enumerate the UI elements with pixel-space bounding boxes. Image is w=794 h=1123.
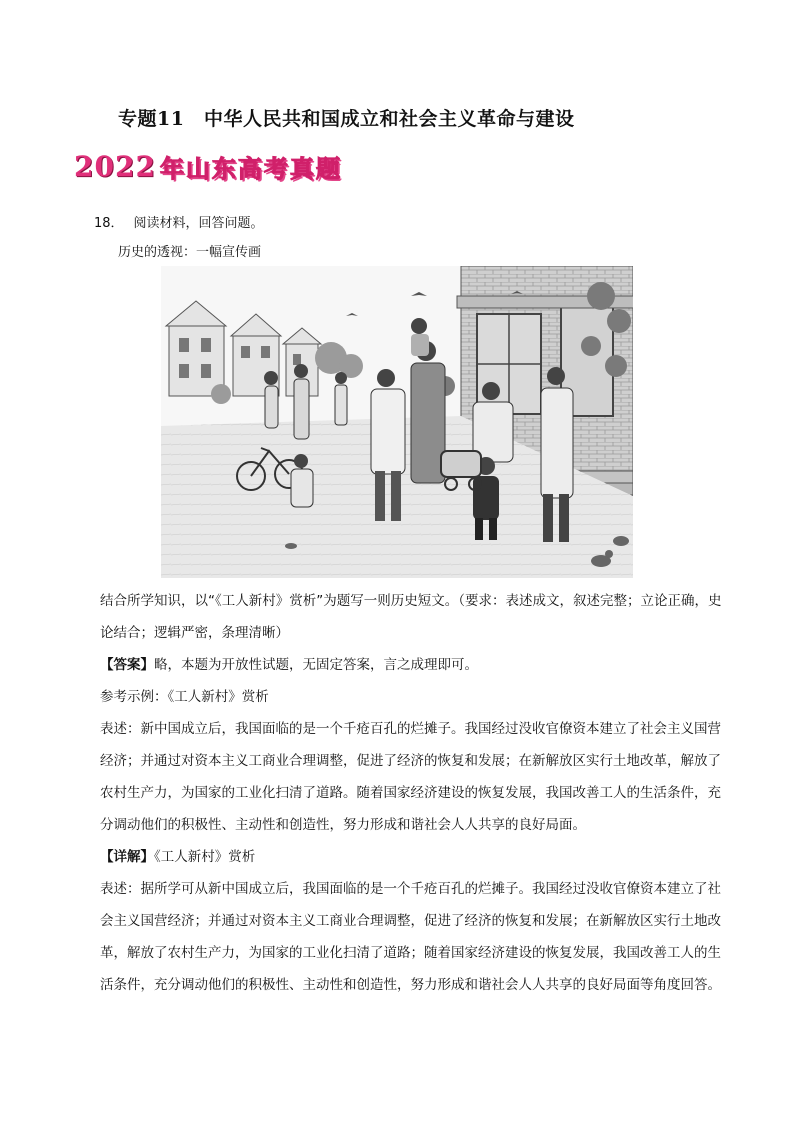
task-text xyxy=(100,585,724,649)
detail-label: 【详解】 xyxy=(100,849,154,865)
task-line: 论结合；逻辑严密，条理清晰） xyxy=(100,625,289,641)
answer-body xyxy=(100,713,724,841)
answer-text: 略，本题为开放性试题，无固定答案，言之成理即可。 xyxy=(154,657,478,673)
answer-body-line: 表述：新中国成立后，我国面临的是一个千疮百孔的烂摊子。我国经过没收官僚资本建立了社会主义国营 xyxy=(100,721,721,737)
detail-title: 《工人新村》赏析 xyxy=(154,849,256,865)
answer-body-line: 农村生产力，为国家的工业化扫清了道路。随着国家经济建设的恢复发展，我国改善工人的生活条件，充 xyxy=(100,785,721,801)
propaganda-poster-image xyxy=(161,266,633,578)
banner-tag: 年山东高考真题 xyxy=(159,153,342,183)
page-title: 专题11 中华人民共和国成立和社会主义革命与建设 xyxy=(118,108,575,130)
question-prompt: 阅读材料，回答问题。 xyxy=(133,216,264,231)
task-line: 结合所学知识，以“《工人新村》赏析”为题写一则历史短文。（要求：表述成文，叙述完整；立论正确，史 xyxy=(100,593,722,609)
answer-label: 【答案】 xyxy=(100,657,154,673)
material-title: 历史的透视：一幅宣传画 xyxy=(118,245,262,260)
banner-year: 2022 xyxy=(74,149,156,183)
answer-body-line: 分调动他们的积极性、主动性和创造性，努力形成和谐社会人人共享的良好局面。 xyxy=(100,817,586,833)
exam-banner xyxy=(74,148,342,184)
detail-body xyxy=(100,873,724,1001)
detail-body-line: 活条件，充分调动他们的积极性、主动性和创造性，努力形成和谐社会人人共享的良好局面等角度回答。 xyxy=(100,977,721,993)
question-number: 18． xyxy=(94,216,124,231)
detail-body-line: 表述：据所学可从新中国成立后，我国面临的是一个千疮百孔的烂摊子。我国经过没收官僚资本建立了社 xyxy=(100,881,721,897)
detail-body-line: 会主义国营经济；并通过对资本主义工商业合理调整，促进了经济的恢复和发展；在新解放区实行土地改 xyxy=(100,913,721,929)
detail-line xyxy=(100,841,724,873)
answer-example-title: 参考示例：《工人新村》赏析 xyxy=(100,689,269,705)
answer-body-line: 经济；并通过对资本主义工商业合理调整，促进了经济的恢复和发展；在新解放区实行土地改革，解放了 xyxy=(100,753,721,769)
detail-body-line: 革，解放了农村生产力，为国家的工业化扫清了道路；随着国家经济建设的恢复发展，我国改善工人的生 xyxy=(100,945,721,961)
question-header xyxy=(94,212,264,231)
answer-line xyxy=(100,649,724,681)
